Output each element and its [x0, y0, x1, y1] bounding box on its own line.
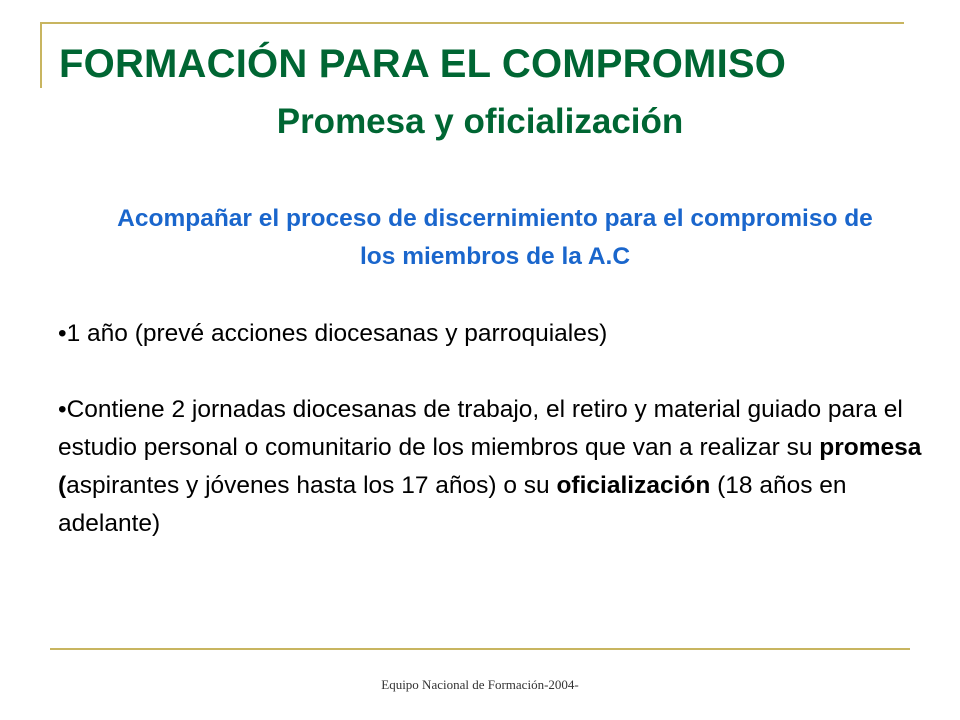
intro-text: Acompañar el proceso de discernimiento para el compromiso de los miembros de la A.C	[117, 205, 873, 270]
bullet-bold-oficializacion: oficialización	[556, 472, 711, 499]
bullet-item-content	[58, 391, 938, 543]
bullet-bold-promesa: promesa (	[58, 434, 922, 499]
frame-left-line	[40, 22, 42, 88]
slide-title: FORMACIÓN PARA EL COMPROMISO	[59, 42, 787, 86]
bullet-text-part: aspirantes y jóvenes hasta los 17 años) o su	[66, 472, 557, 499]
bullet-item-duration: •1 año (prevé acciones diocesanas y parroquiales)	[58, 320, 608, 347]
bullet-list	[58, 315, 938, 543]
bullet-text-part: •Contiene 2 jornadas diocesanas de trabajo, el retiro y material guiado para el estudio personal o comunitario de los miembros que van a realizar su	[58, 396, 903, 461]
slide-subtitle: Promesa y oficialización	[276, 102, 684, 141]
bullet-text-part: (18 años en adelante)	[58, 472, 847, 537]
frame-bottom-line	[50, 648, 910, 650]
frame-top-line	[40, 22, 904, 24]
footer-text: Equipo Nacional de Formación-2004-	[381, 677, 579, 692]
